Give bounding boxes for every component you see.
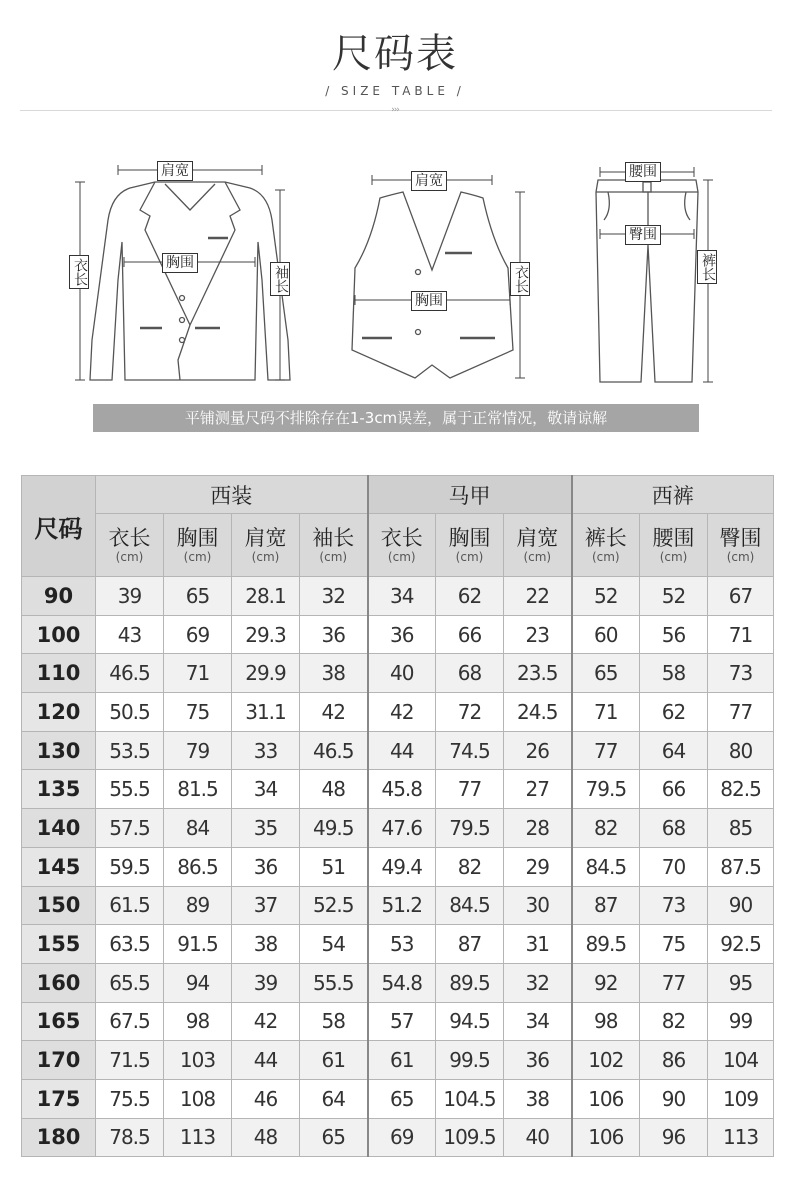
table-cell: 40 [504, 1118, 572, 1157]
table-cell: 56 [640, 615, 708, 654]
size-cell: 175 [22, 1079, 96, 1118]
table-row [22, 654, 774, 693]
table-cell: 36 [300, 615, 368, 654]
pants-hip-label: 臀围 [625, 225, 661, 245]
table-cell: 82 [640, 1002, 708, 1041]
table-cell: 53 [368, 925, 436, 964]
size-cell: 135 [22, 770, 96, 809]
column-header-label: 臀围 [719, 526, 762, 550]
table-cell: 73 [640, 886, 708, 925]
table-cell: 109 [708, 1079, 774, 1118]
column-header [96, 514, 164, 577]
size-cell: 120 [22, 693, 96, 732]
table-cell: 62 [436, 577, 504, 616]
table-cell: 63.5 [96, 925, 164, 964]
table-cell: 35 [232, 809, 300, 848]
table-cell: 113 [708, 1118, 774, 1157]
measurement-diagram [0, 150, 790, 400]
table-cell: 75 [164, 693, 232, 732]
table-cell: 65 [164, 577, 232, 616]
table-cell: 79 [164, 731, 232, 770]
chevron-icon: ››› [391, 105, 399, 115]
column-header-row [22, 514, 774, 577]
table-cell: 27 [504, 770, 572, 809]
table-row [22, 963, 774, 1002]
column-header-unit: (cm) [659, 550, 688, 564]
table-cell: 43 [96, 615, 164, 654]
column-header-label: 袖长 [312, 526, 355, 550]
table-cell: 36 [504, 1041, 572, 1080]
column-header-label: 胸围 [176, 526, 219, 550]
table-cell: 77 [708, 693, 774, 732]
table-cell: 48 [232, 1118, 300, 1157]
table-cell: 23 [504, 615, 572, 654]
table-cell: 59.5 [96, 847, 164, 886]
pants-waist-label: 腰围 [625, 162, 661, 182]
column-header-label: 衣长 [108, 526, 151, 550]
table-cell: 42 [368, 693, 436, 732]
table-cell: 31 [504, 925, 572, 964]
table-cell: 60 [572, 615, 640, 654]
garment-illustrations [0, 150, 790, 400]
column-header-unit: (cm) [591, 550, 620, 564]
column-header [300, 514, 368, 577]
table-cell: 71 [572, 693, 640, 732]
table-cell: 65.5 [96, 963, 164, 1002]
table-cell: 32 [504, 963, 572, 1002]
table-cell: 52 [572, 577, 640, 616]
table-cell: 42 [300, 693, 368, 732]
table-cell: 82.5 [708, 770, 774, 809]
page-title: 尺码表 [332, 31, 458, 77]
table-cell: 71 [708, 615, 774, 654]
column-header-label: 腰围 [652, 526, 695, 550]
column-header-unit: (cm) [455, 550, 484, 564]
table-row [22, 577, 774, 616]
group-pants: 西裤 [572, 476, 774, 514]
column-header [164, 514, 232, 577]
table-row [22, 847, 774, 886]
table-cell: 98 [572, 1002, 640, 1041]
table-cell: 29.9 [232, 654, 300, 693]
page-subtitle: / SIZE TABLE / [325, 84, 465, 98]
table-cell: 51 [300, 847, 368, 886]
group-suit: 西装 [96, 476, 368, 514]
column-header-unit: (cm) [726, 550, 755, 564]
column-header [640, 514, 708, 577]
table-cell: 51.2 [368, 886, 436, 925]
table-cell: 75.5 [96, 1079, 164, 1118]
table-cell: 90 [708, 886, 774, 925]
table-cell: 50.5 [96, 693, 164, 732]
size-cell: 150 [22, 886, 96, 925]
table-cell: 68 [436, 654, 504, 693]
table-cell: 23.5 [504, 654, 572, 693]
table-cell: 61 [368, 1041, 436, 1080]
table-cell: 49.4 [368, 847, 436, 886]
size-cell: 170 [22, 1041, 96, 1080]
table-cell: 109.5 [436, 1118, 504, 1157]
table-cell: 77 [640, 963, 708, 1002]
column-header-unit: (cm) [183, 550, 212, 564]
table-cell: 89.5 [572, 925, 640, 964]
table-cell: 78.5 [96, 1118, 164, 1157]
table-cell: 71 [164, 654, 232, 693]
table-cell: 91.5 [164, 925, 232, 964]
table-cell: 39 [232, 963, 300, 1002]
table-row [22, 1002, 774, 1041]
table-cell: 89 [164, 886, 232, 925]
table-cell: 66 [640, 770, 708, 809]
table-cell: 81.5 [164, 770, 232, 809]
suit-shoulder-label: 肩宽 [157, 161, 193, 181]
table-cell: 40 [368, 654, 436, 693]
table-cell: 84.5 [572, 847, 640, 886]
table-cell: 73 [708, 654, 774, 693]
size-cell: 180 [22, 1118, 96, 1157]
table-cell: 77 [436, 770, 504, 809]
size-cell: 90 [22, 577, 96, 616]
table-cell: 62 [640, 693, 708, 732]
table-cell: 85 [708, 809, 774, 848]
table-cell: 65 [300, 1118, 368, 1157]
table-cell: 22 [504, 577, 572, 616]
table-cell: 44 [232, 1041, 300, 1080]
table-cell: 70 [640, 847, 708, 886]
table-cell: 54 [300, 925, 368, 964]
table-cell: 67.5 [96, 1002, 164, 1041]
table-cell: 30 [504, 886, 572, 925]
column-header-unit: (cm) [115, 550, 144, 564]
table-cell: 58 [300, 1002, 368, 1041]
table-cell: 79.5 [436, 809, 504, 848]
table-cell: 26 [504, 731, 572, 770]
size-table [21, 475, 774, 1157]
table-cell: 36 [368, 615, 436, 654]
table-cell: 46.5 [300, 731, 368, 770]
column-header [436, 514, 504, 577]
table-cell: 34 [232, 770, 300, 809]
column-header [504, 514, 572, 577]
vest-length-label: 衣长 [510, 262, 530, 296]
table-cell: 61.5 [96, 886, 164, 925]
size-cell: 155 [22, 925, 96, 964]
table-cell: 49.5 [300, 809, 368, 848]
table-cell: 106 [572, 1118, 640, 1157]
table-cell: 74.5 [436, 731, 504, 770]
table-cell: 80 [708, 731, 774, 770]
table-cell: 28.1 [232, 577, 300, 616]
table-cell: 113 [164, 1118, 232, 1157]
table-cell: 84.5 [436, 886, 504, 925]
size-cell: 140 [22, 809, 96, 848]
table-cell: 57 [368, 1002, 436, 1041]
table-cell: 57.5 [96, 809, 164, 848]
table-cell: 99.5 [436, 1041, 504, 1080]
table-cell: 58 [640, 654, 708, 693]
table-cell: 94.5 [436, 1002, 504, 1041]
table-row [22, 731, 774, 770]
table-row [22, 925, 774, 964]
size-cell: 145 [22, 847, 96, 886]
table-cell: 82 [436, 847, 504, 886]
table-cell: 34 [504, 1002, 572, 1041]
column-header-label: 肩宽 [516, 526, 559, 550]
pants-length-label: 裤长 [697, 250, 717, 284]
table-cell: 98 [164, 1002, 232, 1041]
table-cell: 54.8 [368, 963, 436, 1002]
table-cell: 45.8 [368, 770, 436, 809]
table-cell: 38 [504, 1079, 572, 1118]
table-row [22, 770, 774, 809]
column-header-unit: (cm) [319, 550, 348, 564]
table-cell: 39 [96, 577, 164, 616]
column-header-unit: (cm) [523, 550, 552, 564]
table-cell: 31.1 [232, 693, 300, 732]
table-cell: 96 [640, 1118, 708, 1157]
table-cell: 61 [300, 1041, 368, 1080]
table-cell: 69 [368, 1118, 436, 1157]
column-header-label: 衣长 [380, 526, 423, 550]
table-cell: 37 [232, 886, 300, 925]
table-row [22, 1118, 774, 1157]
suit-jacket-outline [90, 182, 290, 380]
size-cell: 130 [22, 731, 96, 770]
vest-shoulder-label: 肩宽 [411, 171, 447, 191]
column-header [572, 514, 640, 577]
table-cell: 92.5 [708, 925, 774, 964]
table-cell: 79.5 [572, 770, 640, 809]
table-cell: 55.5 [300, 963, 368, 1002]
vest-outline [352, 192, 513, 378]
table-cell: 86 [640, 1041, 708, 1080]
table-cell: 48 [300, 770, 368, 809]
column-header [708, 514, 774, 577]
table-cell: 84 [164, 809, 232, 848]
table-cell: 55.5 [96, 770, 164, 809]
size-cell: 110 [22, 654, 96, 693]
size-cell: 165 [22, 1002, 96, 1041]
column-header [368, 514, 436, 577]
table-cell: 38 [232, 925, 300, 964]
size-cell: 160 [22, 963, 96, 1002]
table-cell: 71.5 [96, 1041, 164, 1080]
table-cell: 69 [164, 615, 232, 654]
table-cell: 29 [504, 847, 572, 886]
table-cell: 29.3 [232, 615, 300, 654]
table-cell: 53.5 [96, 731, 164, 770]
table-cell: 65 [368, 1079, 436, 1118]
table-cell: 42 [232, 1002, 300, 1041]
table-cell: 32 [300, 577, 368, 616]
measurement-note: 平铺测量尺码不排除存在1-3cm误差，属于正常情况，敬请谅解 [93, 404, 699, 432]
table-cell: 108 [164, 1079, 232, 1118]
size-header: 尺码 [22, 476, 96, 577]
table-cell: 103 [164, 1041, 232, 1080]
table-cell: 77 [572, 731, 640, 770]
suit-length-label: 衣长 [69, 255, 89, 289]
table-cell: 52.5 [300, 886, 368, 925]
suit-sleeve-label: 袖长 [270, 262, 290, 296]
table-cell: 99 [708, 1002, 774, 1041]
table-cell: 34 [368, 577, 436, 616]
table-cell: 67 [708, 577, 774, 616]
table-row [22, 886, 774, 925]
table-cell: 52 [640, 577, 708, 616]
table-cell: 65 [572, 654, 640, 693]
table-cell: 33 [232, 731, 300, 770]
table-cell: 86.5 [164, 847, 232, 886]
table-cell: 36 [232, 847, 300, 886]
table-row [22, 615, 774, 654]
table-cell: 92 [572, 963, 640, 1002]
table-cell: 66 [436, 615, 504, 654]
table-cell: 75 [640, 925, 708, 964]
suit-chest-label: 胸围 [162, 253, 198, 273]
table-cell: 95 [708, 963, 774, 1002]
column-header-label: 肩宽 [244, 526, 287, 550]
table-row [22, 1041, 774, 1080]
column-header-unit: (cm) [251, 550, 280, 564]
table-cell: 89.5 [436, 963, 504, 1002]
table-row [22, 1079, 774, 1118]
table-cell: 90 [640, 1079, 708, 1118]
column-header-label: 裤长 [584, 526, 627, 550]
table-cell: 106 [572, 1079, 640, 1118]
group-vest: 马甲 [368, 476, 572, 514]
table-row [22, 809, 774, 848]
pants-outline [596, 180, 698, 382]
table-cell: 104 [708, 1041, 774, 1080]
table-cell: 38 [300, 654, 368, 693]
table-cell: 87 [436, 925, 504, 964]
column-header-unit: (cm) [387, 550, 416, 564]
size-rows [22, 577, 774, 1157]
table-cell: 102 [572, 1041, 640, 1080]
table-cell: 104.5 [436, 1079, 504, 1118]
table-cell: 28 [504, 809, 572, 848]
table-cell: 64 [300, 1079, 368, 1118]
table-cell: 94 [164, 963, 232, 1002]
column-header-label: 胸围 [448, 526, 491, 550]
table-cell: 24.5 [504, 693, 572, 732]
table-cell: 82 [572, 809, 640, 848]
vest-chest-label: 胸围 [411, 291, 447, 311]
table-cell: 68 [640, 809, 708, 848]
table-cell: 64 [640, 731, 708, 770]
table-cell: 87 [572, 886, 640, 925]
table-row [22, 693, 774, 732]
table-cell: 46 [232, 1079, 300, 1118]
table-cell: 87.5 [708, 847, 774, 886]
size-cell: 100 [22, 615, 96, 654]
table-cell: 72 [436, 693, 504, 732]
table-cell: 46.5 [96, 654, 164, 693]
table-cell: 44 [368, 731, 436, 770]
column-header [232, 514, 300, 577]
table-cell: 47.6 [368, 809, 436, 848]
